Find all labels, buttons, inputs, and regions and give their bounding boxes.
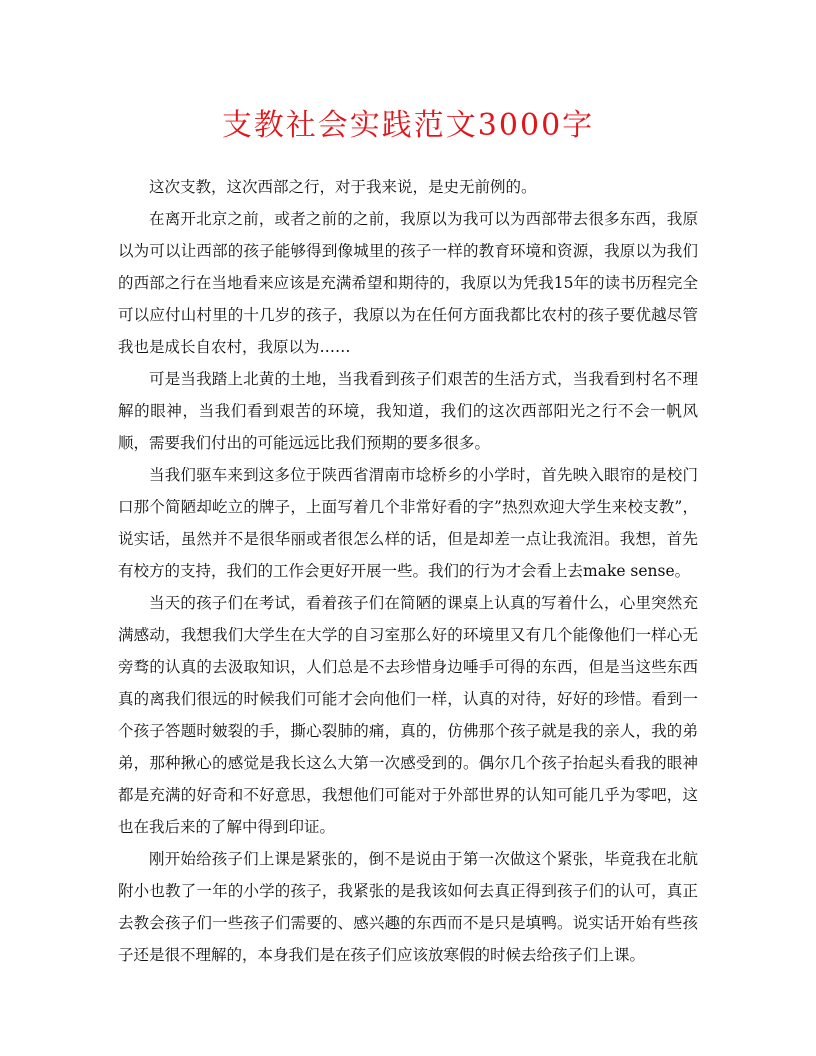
paragraph: 在离开北京之前，或者之前的之前，我原以为我可以为西部带去很多东西，我原以为可以让西部的孩子能够得到像城里的孩子一样的教育环境和资源，我原以为我们的西部之行在当地看来应该是充满希望和期待的，我原以为凭我15年的读书历程完全可以应付山村里的十几岁的孩子，我原以为在任何方面我都比农村的孩子要优越尽管我也是成长自农村，我原以为……: [118, 210, 698, 356]
paragraph: 可是当我踏上北黄的土地，当我看到孩子们艰苦的生活方式，当我看到村名不理解的眼神，当我们看到艰苦的环境，我知道，我们的这次西部阳光之行不会一帆风顺，需要我们付出的可能远远比我们预期的要多很多。: [118, 370, 698, 452]
document-title: 支教社会实践范文3000字: [221, 108, 595, 143]
paragraph: 当天的孩子们在考试，看着孩子们在简陋的课桌上认真的写着什么，心里突然充满感动，我想我们大学生在大学的自习室那么好的环境里又有几个能像他们一样心无旁骛的认真的去汲取知识，人们总是不去珍惜身边唾手可得的东西，但是当这些东西真的离我们很远的时候我们可能才会向他们一样，认真的对待，好好的珍惜。看到一个孩子答题时皴裂的手，撕心裂肺的痛，真的，仿佛那个孩子就是我的亲人，我的弟弟，那种揪心的感觉是我长这么大第一次感受到的。偶尔几个孩子抬起头看我的眼神都是充满的好奇和不好意思，我想他们可能对于外部世界的认知可能几乎为零吧，这也在我后来的了解中得到印证。: [118, 594, 698, 836]
paragraph: 刚开始给孩子们上课是紧张的，倒不是说由于第一次做这个紧张，毕竟我在北航附小也教了一年的小学的孩子，我紧张的是我该如何去真正得到孩子们的认可，真正去教会孩子们一些孩子们需要的、感兴趣的东西而不是只是填鸭。说实话开始有些孩子还是很不理解的，本身我们是在孩子们应该放寒假的时候去给孩子们上课。: [118, 850, 698, 964]
paragraph: 这次支教，这次西部之行，对于我来说，是史无前例的。: [149, 178, 537, 196]
document-body: [118, 171, 698, 971]
paragraph: 当我们驱车来到这多位于陕西省渭南市埝桥乡的小学时，首先映入眼帘的是校门口那个简陋却屹立的牌子，上面写着几个非常好看的字”热烈欢迎大学生来校支教”，说实话，虽然并不是很华丽或者很怎么样的话，但是却差一点让我流泪。我想，首先有校方的支持，我们的工作会更好开展一些。我们的行为才会看上去make sense。: [118, 466, 698, 580]
